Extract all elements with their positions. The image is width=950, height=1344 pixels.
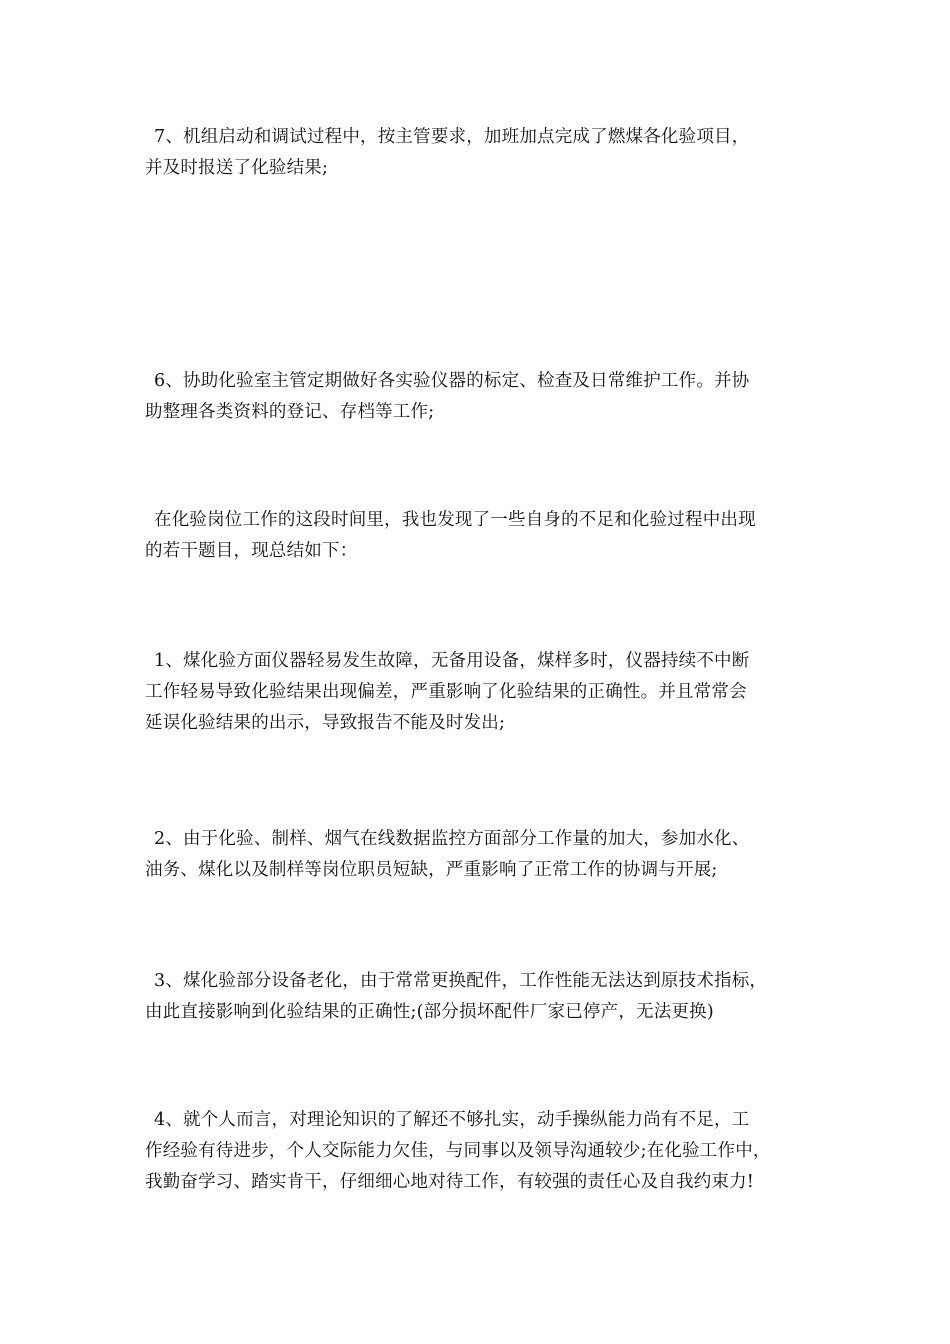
paragraph-line: 油务、煤化以及制样等岗位职员短缺，严重影响了正常工作的协调与开展; [145, 860, 718, 880]
paragraph-line: 1、煤化验方面仪器轻易发生故障，无备用设备，煤样多时，仪器持续不中断 [154, 651, 750, 671]
paragraph-line: 并及时报送了化验结果; [145, 158, 329, 178]
paragraph-line: 2、由于化验、制样、烟气在线数据监控方面部分工作量的加大，参加水化、 [154, 829, 750, 849]
paragraph-line: 4、就个人而言，对理论知识的了解还不够扎实，动手操纵能力尚有不足，工 [154, 1110, 750, 1130]
paragraph-item-6 [145, 366, 810, 428]
paragraph-problem-1 [145, 646, 810, 739]
paragraph-problem-2 [145, 824, 810, 886]
paragraph-line: 6、协助化验室主管定期做好各实验仪器的标定、检查及日常维护工作。并协 [154, 371, 750, 391]
paragraph-problem-3 [145, 966, 810, 1028]
paragraph-line: 由此直接影响到化验结果的正确性;(部分损坏配件厂家已停产，无法更换) [145, 1002, 714, 1022]
paragraph-intro [145, 505, 810, 567]
paragraph-line: 在化验岗位工作的这段时间里，我也发现了一些自身的不足和化验过程中出现 [154, 510, 756, 530]
paragraph-line: 助整理各类资料的登记、存档等工作; [145, 402, 435, 422]
paragraph-line: 3、煤化验部分设备老化，由于常常更换配件，工作性能无法达到原技术指标， [154, 971, 768, 991]
paragraph-problem-4 [145, 1105, 810, 1198]
paragraph-line: 我勤奋学习、踏实肯干，仔细细心地对待工作，有较强的责任心及自我约束力! [145, 1172, 755, 1192]
paragraph-line: 延误化验结果的出示，导致报告不能及时发出; [145, 713, 506, 733]
paragraph-line: 7、机组启动和调试过程中，按主管要求，加班加点完成了燃煤各化验项目， [154, 127, 750, 147]
paragraph-line: 作经验有待进步，个人交际能力欠佳，与同事以及领导沟通较少;在化验工作中， [145, 1141, 771, 1161]
paragraph-item-7 [145, 122, 810, 184]
paragraph-line: 的若干题目，现总结如下： [145, 541, 358, 561]
paragraph-line: 工作轻易导致化验结果出现偏差，严重影响了化验结果的正确性。并且常常会 [145, 682, 747, 702]
